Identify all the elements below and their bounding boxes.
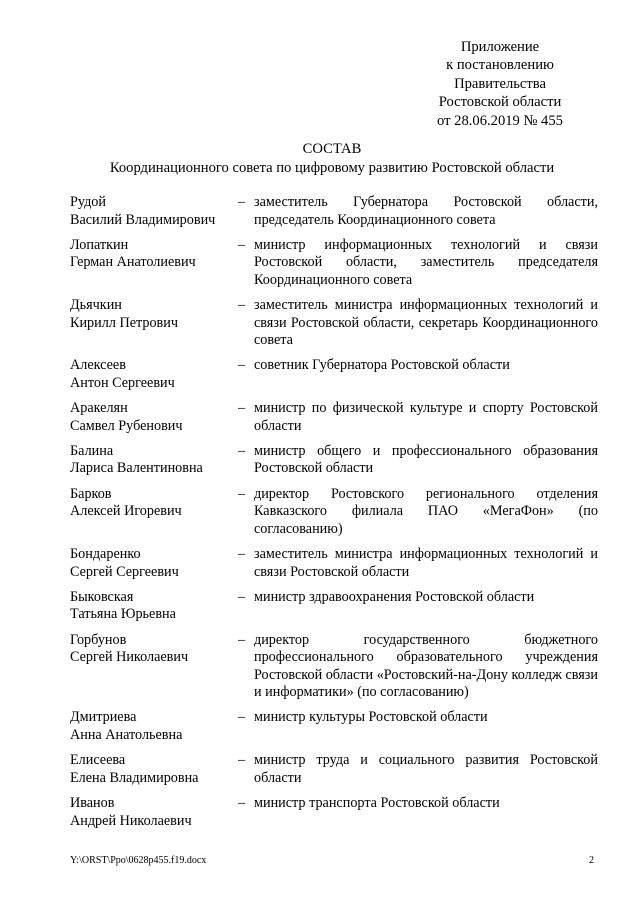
member-dash: – bbox=[238, 485, 246, 502]
members-list bbox=[70, 194, 598, 830]
appendix-block bbox=[400, 38, 600, 130]
member-position: советник Губернатора Ростовской области bbox=[254, 357, 510, 374]
member-dash: – bbox=[238, 546, 246, 563]
member-surname: Горбунов bbox=[70, 631, 127, 648]
page-number: 2 bbox=[589, 855, 594, 866]
member-given-names: Анна Анатольевна bbox=[70, 726, 183, 743]
member-row bbox=[70, 237, 598, 290]
appendix-line: Приложение bbox=[460, 39, 540, 55]
member-position: министр здравоохранения Ростовской области bbox=[254, 588, 535, 605]
member-position: директор государственного бюджетного профессионального образовательного учреждения Ростовской области «Ростовский-на-Дону колледж связи и информатики» (по согласованию) bbox=[254, 631, 598, 701]
appendix-line: к постановлению bbox=[446, 57, 554, 74]
member-name bbox=[70, 709, 238, 744]
member-name bbox=[70, 194, 238, 229]
member-surname: Иванов bbox=[70, 795, 115, 812]
member-dash: – bbox=[238, 236, 246, 253]
member-row bbox=[70, 709, 598, 744]
member-surname: Быковская bbox=[70, 588, 134, 605]
member-surname: Рудой bbox=[70, 194, 106, 210]
member-row bbox=[70, 297, 598, 350]
member-row bbox=[70, 546, 598, 581]
member-name bbox=[70, 546, 238, 581]
member-row bbox=[70, 400, 598, 435]
appendix-line: Ростовской области bbox=[438, 94, 562, 111]
member-name bbox=[70, 357, 238, 392]
member-given-names: Татьяна Юрьевна bbox=[70, 606, 176, 623]
member-row bbox=[70, 589, 598, 624]
member-name bbox=[70, 795, 238, 830]
member-dash: – bbox=[238, 795, 246, 812]
member-name bbox=[70, 752, 238, 787]
member-name bbox=[70, 400, 238, 435]
member-dash: – bbox=[238, 194, 246, 210]
member-name bbox=[70, 632, 238, 702]
member-given-names: Василий Владимирович bbox=[70, 211, 216, 228]
appendix-line: от 28.06.2019 № 455 bbox=[437, 112, 563, 129]
member-surname: Бондаренко bbox=[70, 546, 141, 563]
member-surname: Балина bbox=[70, 442, 114, 459]
member-row bbox=[70, 194, 598, 229]
member-given-names: Герман Анатолиевич bbox=[70, 254, 196, 271]
member-given-names: Андрей Николаевич bbox=[70, 812, 192, 829]
member-position: министр информационных технологий и связи Ростовской области, заместитель председателя Координационного совета bbox=[254, 236, 598, 288]
member-dash: – bbox=[238, 709, 246, 726]
member-name bbox=[70, 443, 238, 478]
member-surname: Дмитриева bbox=[70, 709, 137, 726]
document-title: СОСТАВ bbox=[302, 141, 362, 157]
member-dash: – bbox=[238, 357, 246, 374]
member-position: министр транспорта Ростовской области bbox=[254, 795, 500, 812]
member-surname: Барков bbox=[70, 485, 112, 502]
member-position: министр общего и профессионального образования Ростовской области bbox=[254, 442, 598, 477]
member-given-names: Сергей Николаевич bbox=[70, 649, 189, 666]
member-name bbox=[70, 297, 238, 350]
member-dash: – bbox=[238, 297, 246, 314]
member-row bbox=[70, 443, 598, 478]
member-row bbox=[70, 795, 598, 830]
member-dash: – bbox=[238, 588, 246, 605]
member-dash: – bbox=[238, 400, 246, 417]
member-row bbox=[70, 632, 598, 702]
member-name bbox=[70, 589, 238, 624]
member-given-names: Елена Владимировна bbox=[70, 769, 199, 786]
footer-file-path: Y:\ORST\Ppo\0628p455.f19.docx bbox=[70, 855, 207, 866]
member-position: министр по физической культуре и спорту Ростовской области bbox=[254, 400, 598, 434]
member-given-names: Самвел Рубенович bbox=[70, 417, 183, 434]
member-dash: – bbox=[238, 752, 246, 769]
member-given-names: Алексей Игоревич bbox=[70, 503, 182, 520]
member-given-names: Сергей Сергеевич bbox=[70, 563, 179, 580]
appendix-line: Правительства bbox=[454, 75, 546, 92]
member-given-names: Лариса Валентиновна bbox=[70, 460, 203, 477]
member-row bbox=[70, 752, 598, 787]
member-name bbox=[70, 237, 238, 290]
member-position: директор Ростовского регионального отделения Кавказского филиала ПАО «МегаФон» (по согласованию) bbox=[254, 485, 598, 537]
member-row bbox=[70, 357, 598, 392]
member-row bbox=[70, 486, 598, 539]
member-position: заместитель министра информационных технологий и связи Ростовской области, секретарь Координационного совета bbox=[254, 297, 598, 349]
member-surname: Дьячкин bbox=[70, 297, 122, 314]
member-dash: – bbox=[238, 631, 246, 648]
member-surname: Аракелян bbox=[70, 400, 128, 417]
member-position: заместитель министра информационных технологий и связи Ростовской области bbox=[254, 546, 598, 580]
member-position: министр культуры Ростовской области bbox=[254, 709, 488, 726]
member-name bbox=[70, 486, 238, 539]
member-given-names: Кирилл Петрович bbox=[70, 314, 178, 331]
member-surname: Лопаткин bbox=[70, 236, 129, 253]
member-position: министр труда и социального развития Ростовской области bbox=[254, 752, 598, 786]
member-surname: Елисеева bbox=[70, 752, 126, 769]
document-subtitle: Координационного совета по цифровому развитию Ростовской области bbox=[109, 160, 555, 176]
member-dash: – bbox=[238, 442, 246, 459]
member-surname: Алексеев bbox=[70, 357, 126, 374]
member-position: заместитель Губернатора Ростовской области, председатель Координационного совета bbox=[254, 194, 598, 228]
member-given-names: Антон Сергеевич bbox=[70, 374, 175, 391]
